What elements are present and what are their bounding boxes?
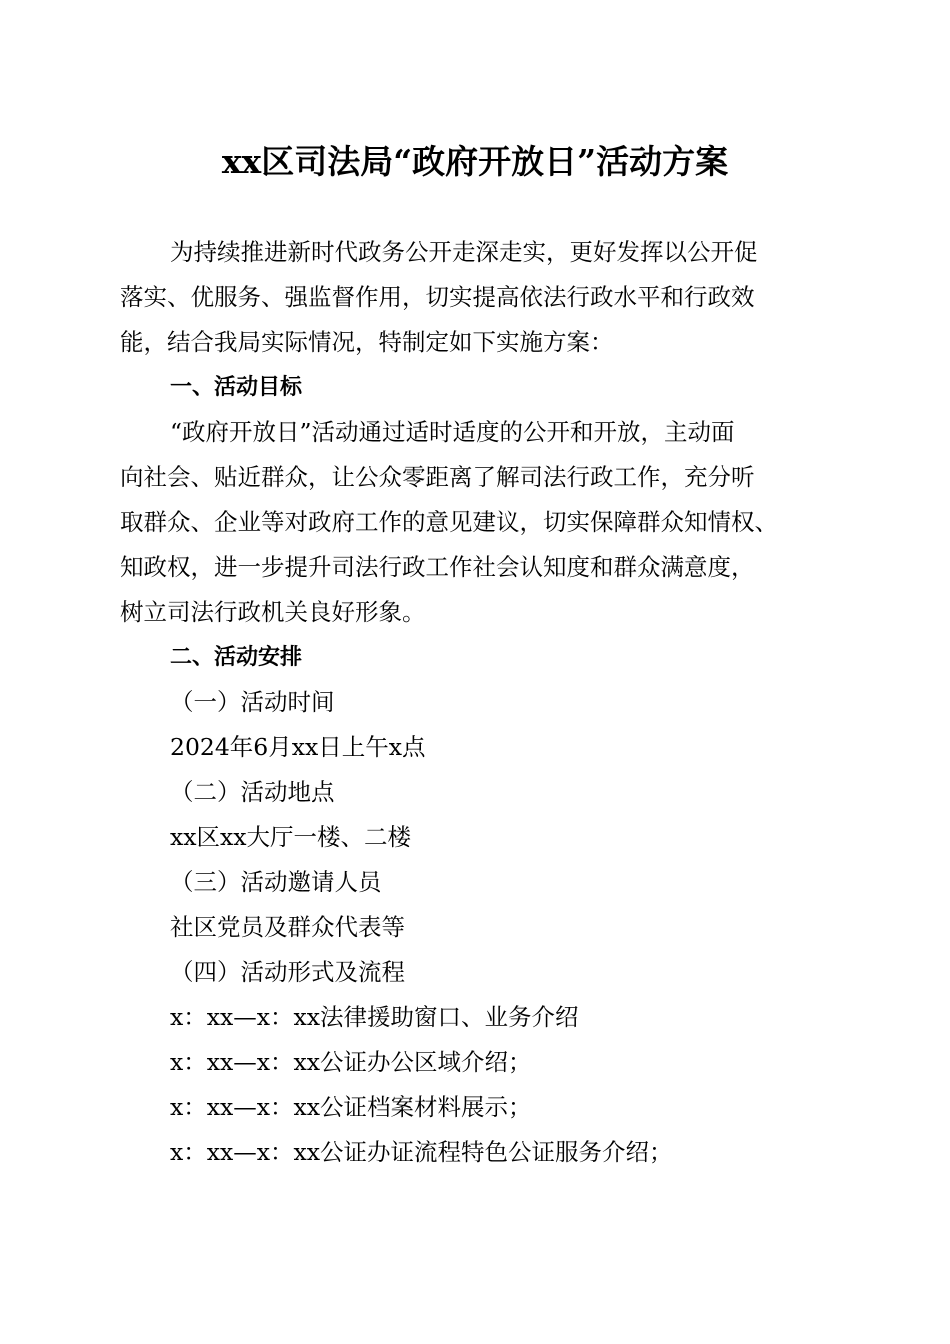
intro-line: 为持续推进新时代政务公开走深走实，更好发挥以公开促	[170, 238, 758, 266]
intro-line: 能，结合我局实际情况，特制定如下实施方案：	[120, 328, 614, 356]
invitees-heading: （三）活动邀请人员	[170, 868, 382, 896]
schedule-item: x：xx—x：xx公证档案材料展示；	[170, 1093, 532, 1121]
schedule-item: x：xx—x：xx公证办公区域介绍；	[170, 1048, 532, 1076]
section1-line: 向社会、贴近群众，让公众零距离了解司法行政工作，充分听	[120, 463, 755, 491]
time-heading: （一）活动时间	[170, 688, 335, 716]
intro-line: 落实、优服务、强监督作用，切实提高依法行政水平和行政效	[120, 283, 755, 311]
format-heading: （四）活动形式及流程	[170, 958, 405, 986]
section1-paragraph	[120, 410, 840, 635]
intro-paragraph	[120, 230, 840, 365]
place-heading: （二）活动地点	[170, 778, 335, 806]
schedule-item: x：xx—x：xx法律援助窗口、业务介绍	[170, 1003, 579, 1031]
document-body	[120, 230, 840, 1175]
section1-line: 树立司法行政机关良好形象。	[120, 598, 426, 626]
section2-heading: 二、活动安排	[170, 645, 303, 670]
time-value: 2024年6月xx日上午x点	[170, 733, 426, 761]
section1-line: 知政权，进一步提升司法行政工作社会认知度和群众满意度，	[120, 553, 755, 581]
section1-line: 取群众、企业等对政府工作的意见建议，切实保障群众知情权、	[120, 508, 778, 536]
place-value: xx区xx大厅一楼、二楼	[170, 823, 412, 851]
invitees-value: 社区党员及群众代表等	[170, 913, 405, 941]
document-title: xx区司法局“政府开放日”活动方案	[221, 142, 729, 181]
section1-line: “政府开放日”活动通过适时适度的公开和开放，主动面	[170, 418, 735, 446]
schedule-item: x：xx—x：xx公证办证流程特色公证服务介绍；	[170, 1138, 673, 1166]
section1-heading: 一、活动目标	[170, 375, 303, 400]
